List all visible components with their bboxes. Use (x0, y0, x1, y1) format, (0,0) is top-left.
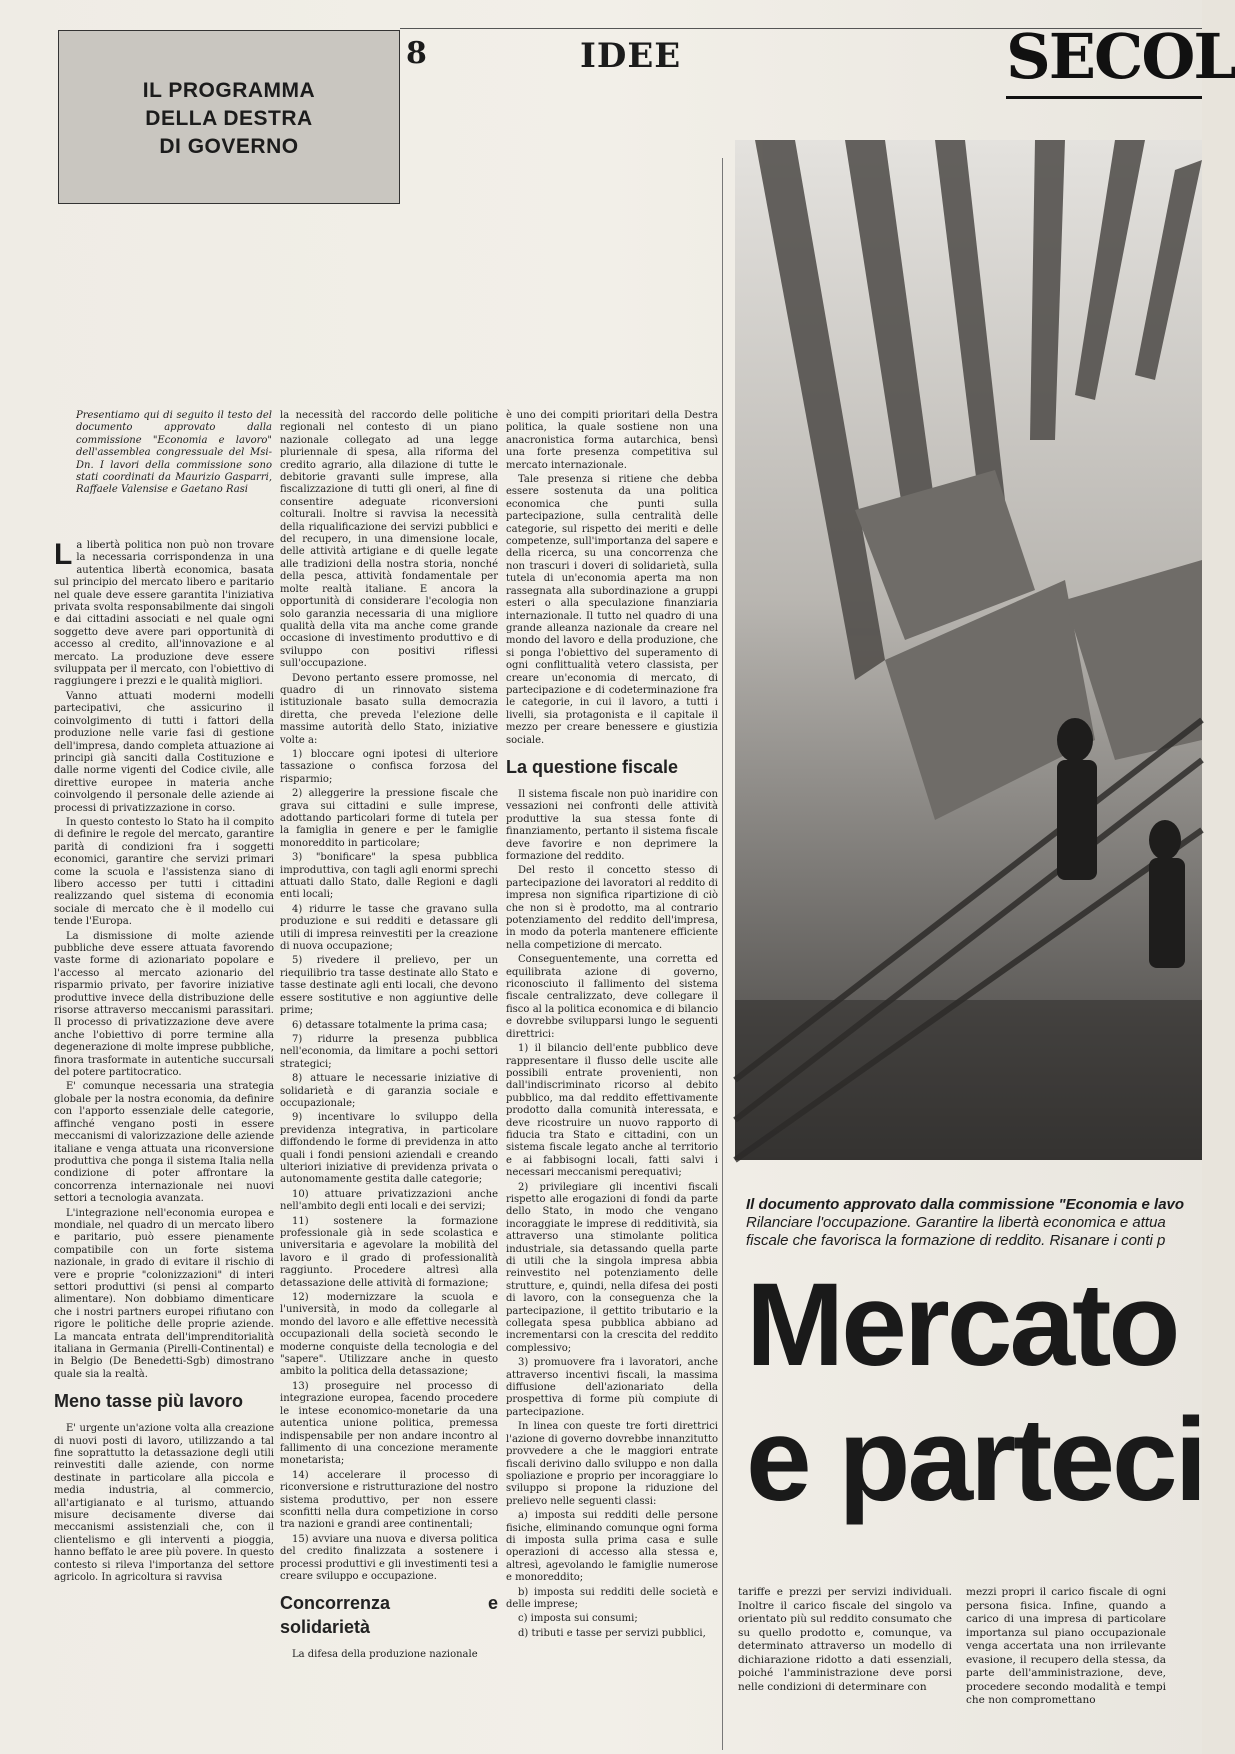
bottom-column-2: mezzi propri il carico fiscale di ogni persona fisica. Infine, quando a carico di una impresa di particolare importanza sul piano occupazionale venga accertata una non irrilevante evasione, il recupero della stessa, da parte dell'amministrazione, deve, procedere secondo modalità e tempi che non compromettano (966, 1586, 1166, 1706)
column-3-paragraph: Del resto il concetto stesso di partecipazione dei lavoratori al reddito di impresa non significa ripartizione di ciò che non si è prodotto, ma al contrario potenziamento del reddito dell'impresa, in modo da poterla mantenere efficiente nella competizione di mercato. (506, 865, 718, 951)
column-2-list-item: 8) attuare le necessarie iniziative di solidarietà e di garanzia sociale e occupazionale; (280, 1073, 498, 1109)
column-1-paragraph: E' urgente un'azione volta alla creazione di nuovi posti di lavoro, utilizzando a tal fine soprattutto la detassazione degli utili reinvestiti dalle aziende, con norme destinate in particolare alla piccola e media industria, al commercio, all'artigianato e al turismo, attuando misure decisamente diverse dai meccanismi assistenziali che, con il clientelismo e gli interventi a pioggia, hanno beffato le aree più povere. In questo contesto si rileva l'importanza del settore agricolo. In agricoltura si ravvisa (54, 1423, 274, 1584)
column-divider (722, 158, 723, 1750)
subhead-questione-fiscale: La questione fiscale (506, 756, 679, 777)
column-2-list-item: 9) incentivare lo sviluppo della previdenza integrativa, in particolare diffondendo le forme di previdenza in atto quali i fondi pensioni aziendali e creando ulteriori iniziative di previdenza privata o autonomamente gestita dalle categorie; (280, 1112, 498, 1186)
newspaper-masthead: SECOL (1006, 20, 1235, 93)
masthead-rule (1006, 96, 1202, 99)
column-2-list-item: 1) bloccare ogni ipotesi di ulteriore tassazione o confisca forzosa del risparmio; (280, 748, 498, 785)
column-2-list-item: 14) accelerare il processo di riconversione e ristrutturazione del nostro sistema produttivo, per non essere sconfitti nella dura competizione in corso tra nazioni e grandi aree continentali; (280, 1469, 498, 1531)
column-2-paragraph: Devono pertanto essere promosse, nel quadro di un rinnovato sistema istituzionale basato sulla democrazia diretta, che preveda l'elezione delle massime autorità dello Stato, iniziative volte a: (280, 672, 498, 746)
series-title-line-3: DI GOVERNO (159, 135, 299, 158)
column-2-list-item: 7) ridurre la presenza pubblica nell'economia, da limitare a pochi settori strategici; (280, 1033, 498, 1070)
column-3-paragraph: In linea con queste tre forti direttrici l'azione di governo dovrebbe innanzitutto provvedere a che le maggiori entrate fiscali derivino dallo sviluppo e non dalla spoliazione e proprio per incoraggiare lo sviluppo si propone la riduzione del prelievo nelle seguenti classi: (506, 1421, 718, 1507)
photo-illustration (735, 140, 1202, 1160)
column-3-list-item: 1) il bilancio dell'ente pubblico deve rappresentare il flusso delle uscite alle possibili entrate provenienti, non dall'indiscriminato ricorso al debito pubblico, ma dal reddito effettivamente prodotto dalla comunità interessata, e deve ricostruire un nuovo rapporto di fiducia tra Stato e cittadini, con un sistema fiscale legato anche al territorio e ai fabbisogni locali, fatti salvi i necessari meccanismi perequativi; (506, 1043, 718, 1179)
section-name: IDEE (580, 36, 682, 76)
series-title-line-2: DELLA DESTRA (145, 107, 313, 130)
column-3-list-item: b) imposta sui redditi delle società e delle imprese; (506, 1586, 718, 1610)
column-3-paragraph: Conseguentemente, una corretta ed equilibrata azione di governo, riconosciuto il fallimento del sistema fiscale centralizzato, deve collegare il fisco al la politica economica e di bilancio e dovrebbe svilupparsi lungo le seguenti direttrici: (506, 954, 718, 1040)
column-3-list-item: a) imposta sui redditi delle persone fisiche, eliminando comunque ogni forma di imposta sulla prima casa e sulle operazioni di accesso alla stessa e, altresì, agevolando le famiglie numerose e monoreddito; (506, 1510, 718, 1584)
column-1-paragraph: Vanno attuati moderni modelli partecipativi, che assicurino il coinvolgimento di tutti i fattori della produzione nelle varie fasi di gestione dell'impresa, dando completa attuazione ai principi già sanciti dalla Costituzione e dalle norme vigenti del Codice civile, alle direttive europee in materia anche coinvolgendo il personale delle aziende ai processi di privatizzazione in corso. (54, 690, 274, 814)
column-2-list-item: 2) alleggerire la pressione fiscale che grava sui cittadini e sulle imprese, adottando particolari forme di tutela per la famiglia in genere e per le famiglie monoreddito in particolare; (280, 788, 498, 849)
column-1-paragraph: La dismissione di molte aziende pubbliche deve essere attuata favorendo vaste forme di azionariato popolare e l'accesso al mercato azionario del risparmio privato, per favorire iniziative produttive invece della distribuzione delle risorse attraverso meccanismi parassitari. Il processo di privatizzazione deve avere anche l'obiettivo di porre termine alla degenerazione di molte imprese pubbliche, finora trasformate in autentiche succursali del potere partitocratico. (54, 930, 274, 1079)
series-title (143, 77, 315, 161)
caption-line-1: Il documento approvato dalla commissione "Economia e lavo (746, 1196, 1185, 1213)
headline-line-2: e parteci (746, 1394, 1205, 1526)
column-3-list-item: d) tributi e tasse per servizi pubblici, (518, 1627, 706, 1639)
column-2-list-item: 12) modernizzare la scuola e l'università, in modo da collegarle al mondo del lavoro e alle effettive necessità occupazionali della società secondo le moderne conquiste della tecnologia e del "sapere". Utilizzare anche in questo ambito la politica della detassazione; (280, 1292, 498, 1378)
bottom-column-1: tariffe e prezzi per servizi individuali. Inoltre il carico fiscale del singolo va orientato più sul reddito consumato che su quello prodotto e, comunque, va determinato attraverso un modello di dichiarazione ridotto a dati essenziali, poiché l'amministrazione deve porsi nelle condizioni di determinare con (738, 1586, 952, 1693)
page-number: 8 (406, 36, 427, 71)
column-2-list-item: 13) proseguire nel processo di integrazione europea, facendo procedere le intese economico-monetarie da una autentica unione politica, premessa indispensabile per non andare incontro al fallimento di una concezione meramente monetarista; (280, 1380, 498, 1467)
column-3-paragraph: Il sistema fiscale non può inaridire con vessazioni nei confronti delle attività produttive la sua stessa fonte di finanziamento, pertanto il sistema fiscale deve favorire e non deprimere la formazione del reddito. (506, 788, 718, 862)
column-3-list-item: 2) privilegiare gli incentivi fiscali rispetto alle erogazioni di fondi da parte dello Stato, in modo che vengano incoraggiate le imprese di redditività, sia attraverso una stimolante politica industriale, sia detassando quella parte di utili che la singola impresa abbia reinvestito nel potenziamento delle strutture, e, quindi, nella difesa dei posti di lavoro, con la conseguenza che la partecipazione, il gettito tributario e la collegata spesa pubblica abbiano ad incrementarsi con la crescita del reddito complessivo; (506, 1181, 718, 1354)
column-2-paragraph: La difesa della produzione nazionale (292, 1649, 478, 1661)
caption-line-3: fiscale che favorisca la formazione di reddito. Risanare i conti p (746, 1232, 1166, 1249)
photo-caption (746, 1196, 1202, 1250)
column-1-paragraph: E' comunque necessaria una strategia globale per la nostra economia, da definire con l'apporto essenziale delle categorie, affinché vengano posti in essere meccanismi di valorizzazione delle aziende italiane e venga attuata una riconversione produttiva che ponga il sistema Italia nella condizione di poter affrontare la concorrenza internazionale nei nuovi settori a tecnologia avanzata. (54, 1081, 274, 1205)
column-2-list-item: 5) rivedere il prelievo, per un riequilibrio tra tasse destinate allo Stato e tasse destinate agli enti locali, che devono essere sostitutive e non aggiuntive delle prime; (280, 955, 498, 1017)
column-1-paragraph: In questo contesto lo Stato ha il compito di definire le regole del mercato, garantire parità di condizioni fra i soggetti economici, garantire che servizi primari come la scuola e l'assistenza siano di libero accesso per tutti i cittadini realizzando quel sistema di economia sociale di mercato che è il modello cui tende l'Europa. (54, 816, 274, 928)
column-2-list-item: 15) avviare una nuova e diversa politica del credito finalizzata a sostenere i processi produttivi e gli investimenti tesi a creare sviluppo e occupazione. (280, 1533, 498, 1582)
column-3-list-item: c) imposta sui consumi; (518, 1613, 638, 1625)
column-2-list-item: 11) sostenere la formazione professionale già in sede scolastica e universitaria e agevolare la mobilità del lavoro e il grado di professionalità raggiunto. Procedere altresì alla detassazione delle attività di formazione; (280, 1215, 498, 1289)
column-3-paragraph: Tale presenza si ritiene che debba essere sostenuta da una politica economica che punti sulla partecipazione, sulla centralità delle categorie, sul rispetto dei meriti e delle competenze, sull'importanza del sapere e della ricerca, su una concorrenza che non trascuri i doveri di solidarietà, sulla tutela di un'economia aperta ma non rassegnata alla subordinazione a gruppi esteri o alla speculazione finanziaria internazionale. Il tutto nel quadro di una grande alleanza nazionale da creare nel mondo del lavoro e della produzione, che si ponga l'obiettivo del superamento di ogni conflittualità vetero classista, per creare un'economia di mercato, di partecipazione e di codeterminazione fra le categorie, in cui il lavoro, a tutti i livelli, sia protagonista e il capitale il mezzo per creare benessere e giustizia sociale. (506, 474, 718, 746)
escalator-photo (735, 140, 1202, 1160)
column-1-paragraph: L'integrazione nell'economia europea e mondiale, nel quadro di un mercato libero e paritario, può essere pienamente compatibile con un forte sistema nazionale, in grado di evitare il rischio di vere e proprie "colonizzazioni" di interi settori produttivi (si pensi al comparto alimentare). Non dobbiamo dimenticare che i nostri partners europei rifiutano con rigore le politiche delle proprie aziende. La mancata entrata dell'imprenditorialità italiana in Germania (Pirelli-Continental) e in Belgio (De Benedetti-Sgb) dimostrano quale sia la realtà. (54, 1207, 274, 1380)
article-column-2 (280, 410, 498, 1664)
caption-line-2: Rilanciare l'occupazione. Garantire la libertà economica e attua (746, 1214, 1166, 1231)
subhead-meno-tasse: Meno tasse più lavoro (54, 1391, 244, 1412)
subhead-concorrenza: Concorrenza e solidarietà (280, 1593, 498, 1638)
column-1-paragraph-1 (54, 540, 274, 689)
headline-line-1: Mercato (746, 1259, 1178, 1391)
column-2-list-item: 10) attuare privatizzazioni anche nell'ambito degli enti locali e dei servizi; (280, 1188, 498, 1213)
series-title-line-1: IL PROGRAMMA (142, 79, 316, 102)
drop-cap: L (54, 538, 73, 571)
column-2-list-item: 4) ridurre le tasse che gravano sulla produzione e sui redditi e detassare gli utili di impresa reinvestiti per la creazione di nuova occupazione; (280, 903, 498, 953)
article-column-3 (506, 410, 718, 1642)
column-2-list-item: 3) "bonificare" la spesa pubblica improduttiva, con tagli agli enormi sprechi attuati dallo Stato, dalle Regioni e dagli enti locali; (280, 852, 498, 901)
column-3-paragraph: è uno dei compiti prioritari della Destra politica, la quale sostiene non una anacronistica forma autarchica, bensì una forte presenza competitiva sul mercato internazionale. (506, 410, 718, 471)
article-intro: Presentiamo qui di seguito il testo del documento approvato dalla commissione "Economia e lavoro" dell'assemblea congressuale del Msi-Dn. I lavori della commissione sono stati coordinati da Maurizio Gasparri, Raffaele Valensise e Gaetano Rasi (76, 410, 272, 496)
article-column-1 (54, 540, 274, 1587)
column-2-list-item: 6) detassare totalmente la prima casa; (292, 1019, 488, 1031)
column-2-paragraph: la necessità del raccordo delle politiche regionali nel contesto di un piano nazionale collegato ad una legge pluriennale di spesa, alla riforma del credito agrario, alla dilazione di tutte le debitorie gravanti sulle imprese, alla fiscalizzazione di tutti gli oneri, al fine di consentire adeguate riconversioni colturali. Inoltre si ravvisa la necessità della riqualificazione dei servizi pubblici e del recupero, in una dimensione locale, delle attività artigiane e di quelle legate alle tradizioni della nostra storia, nonché della pesca, attività fondamentale per molte realtà italiane. E ancora la opportunità di considerare l'ecologia non solo garanzia necessaria di una migliore qualità della vita ma anche come grande occasione di investimento produttivo e di sviluppo con positivi riflessi sull'occupazione. (280, 410, 498, 670)
column-1-paragraph-1-text: a libertà politica non può non trovare la necessaria corrispondenza in una autentica libertà economica, basata sul principio del mercato libero e paritario nel quale deve essere garantita l'iniziativa privata svolta responsabilmente dai singoli e dai cittadini associati e nel quale ogni soggetto deve avere pari opportunità di accesso al credito, all'innovazione e al mercato. La produzione deve essere sviluppata per il mercato, con l'obiettivo di raggiungere i prezzi e le qualità migliori. (54, 540, 274, 688)
column-3-list-item: 3) promuovere fra i lavoratori, anche attraverso incentivi fiscali, la massima diffusione dell'azionariato della prospettiva di forme più compiute di partecipazione. (506, 1357, 718, 1418)
series-title-box (58, 30, 400, 204)
